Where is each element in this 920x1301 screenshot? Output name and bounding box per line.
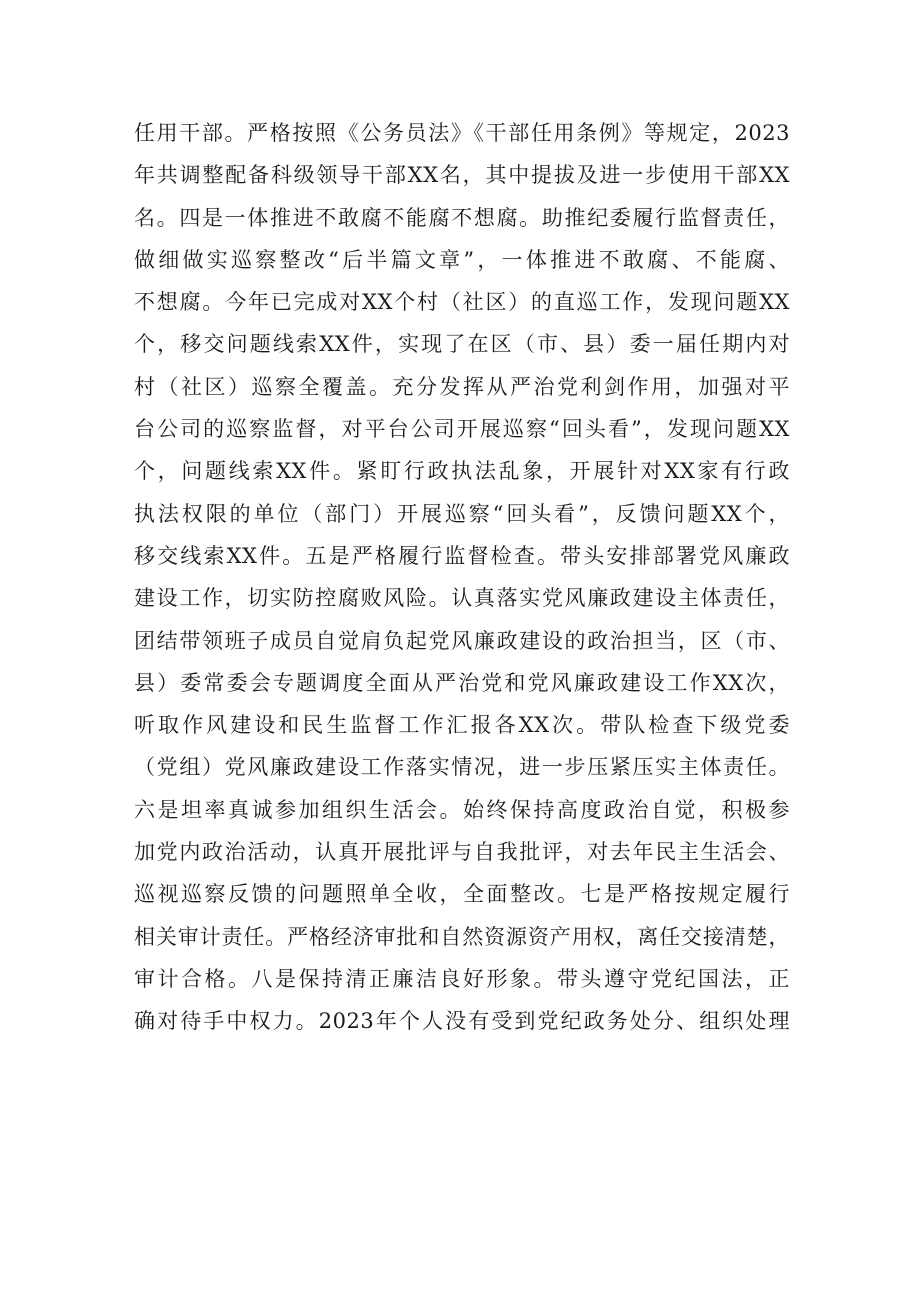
text-line: （党组）党风廉政建设工作落实情况，进一步压紧压实主体责任。 xyxy=(134,755,790,780)
text-line: 听取作风建设和民生监督工作汇报各XX次。带队检查下级党委 xyxy=(134,713,790,738)
text-line: 建设工作，切实防控腐败风险。认真落实党风廉政建设主体责任， xyxy=(134,586,790,611)
text-line: 任用干部。严格按照《公务员法》《干部任用条例》等规定，2023 xyxy=(134,121,790,145)
text-line: 不想腐。今年已完成对XX个村（社区）的直巡工作，发现问题XX xyxy=(134,290,790,315)
text-line: 名。四是一体推进不敢腐不能腐不想腐。助推纪委履行监督责任， xyxy=(134,205,790,230)
text-line: 个，移交问题线索XX件，实现了在区（市、县）委一届任期内对 xyxy=(134,332,790,357)
text-line: 台公司的巡察监督，对平台公司开展巡察“回头看”，发现问题XX xyxy=(134,417,790,442)
text-line: 村（社区）巡察全覆盖。充分发挥从严治党利剑作用，加强对平 xyxy=(134,374,790,399)
text-line: 县）委常委会专题调度全面从严治党和党风廉政建设工作XX次， xyxy=(134,670,790,695)
text-line: 六是坦率真诚参加组织生活会。始终保持高度政治自觉，积极参 xyxy=(134,797,790,822)
text-line: 执法权限的单位（部门）开展巡察“回头看”，反馈问题XX个， xyxy=(134,501,790,526)
text-line: 移交线索XX件。五是严格履行监督检查。带头安排部署党风廉政 xyxy=(134,543,790,568)
text-line: 加党内政治活动，认真开展批评与自我批评，对去年民主生活会、 xyxy=(134,840,790,865)
text-line: 年共调整配备科级领导干部XX名，其中提拔及进一步使用干部XX xyxy=(134,163,790,188)
text-line: 审计合格。八是保持清正廉洁良好形象。带头遵守党纪国法，正 xyxy=(134,966,790,991)
text-line: 个，问题线索XX件。紧盯行政执法乱象，开展针对XX家有行政 xyxy=(134,459,790,484)
text-line: 相关审计责任。严格经济审批和自然资源资产用权，离任交接清楚， xyxy=(134,924,790,949)
body-text xyxy=(134,112,790,1043)
text-line: 团结带领班子成员自觉肩负起党风廉政建设的政治担当，区（市、 xyxy=(134,628,790,653)
text-line: 巡视巡察反馈的问题照单全收，全面整改。七是严格按规定履行 xyxy=(134,882,790,907)
text-line: 确对待手中权力。2023年个人没有受到党纪政务处分、组织处理 xyxy=(134,1009,790,1034)
text-line: 做细做实巡察整改“后半篇文章”，一体推进不敢腐、不能腐、 xyxy=(134,247,790,272)
